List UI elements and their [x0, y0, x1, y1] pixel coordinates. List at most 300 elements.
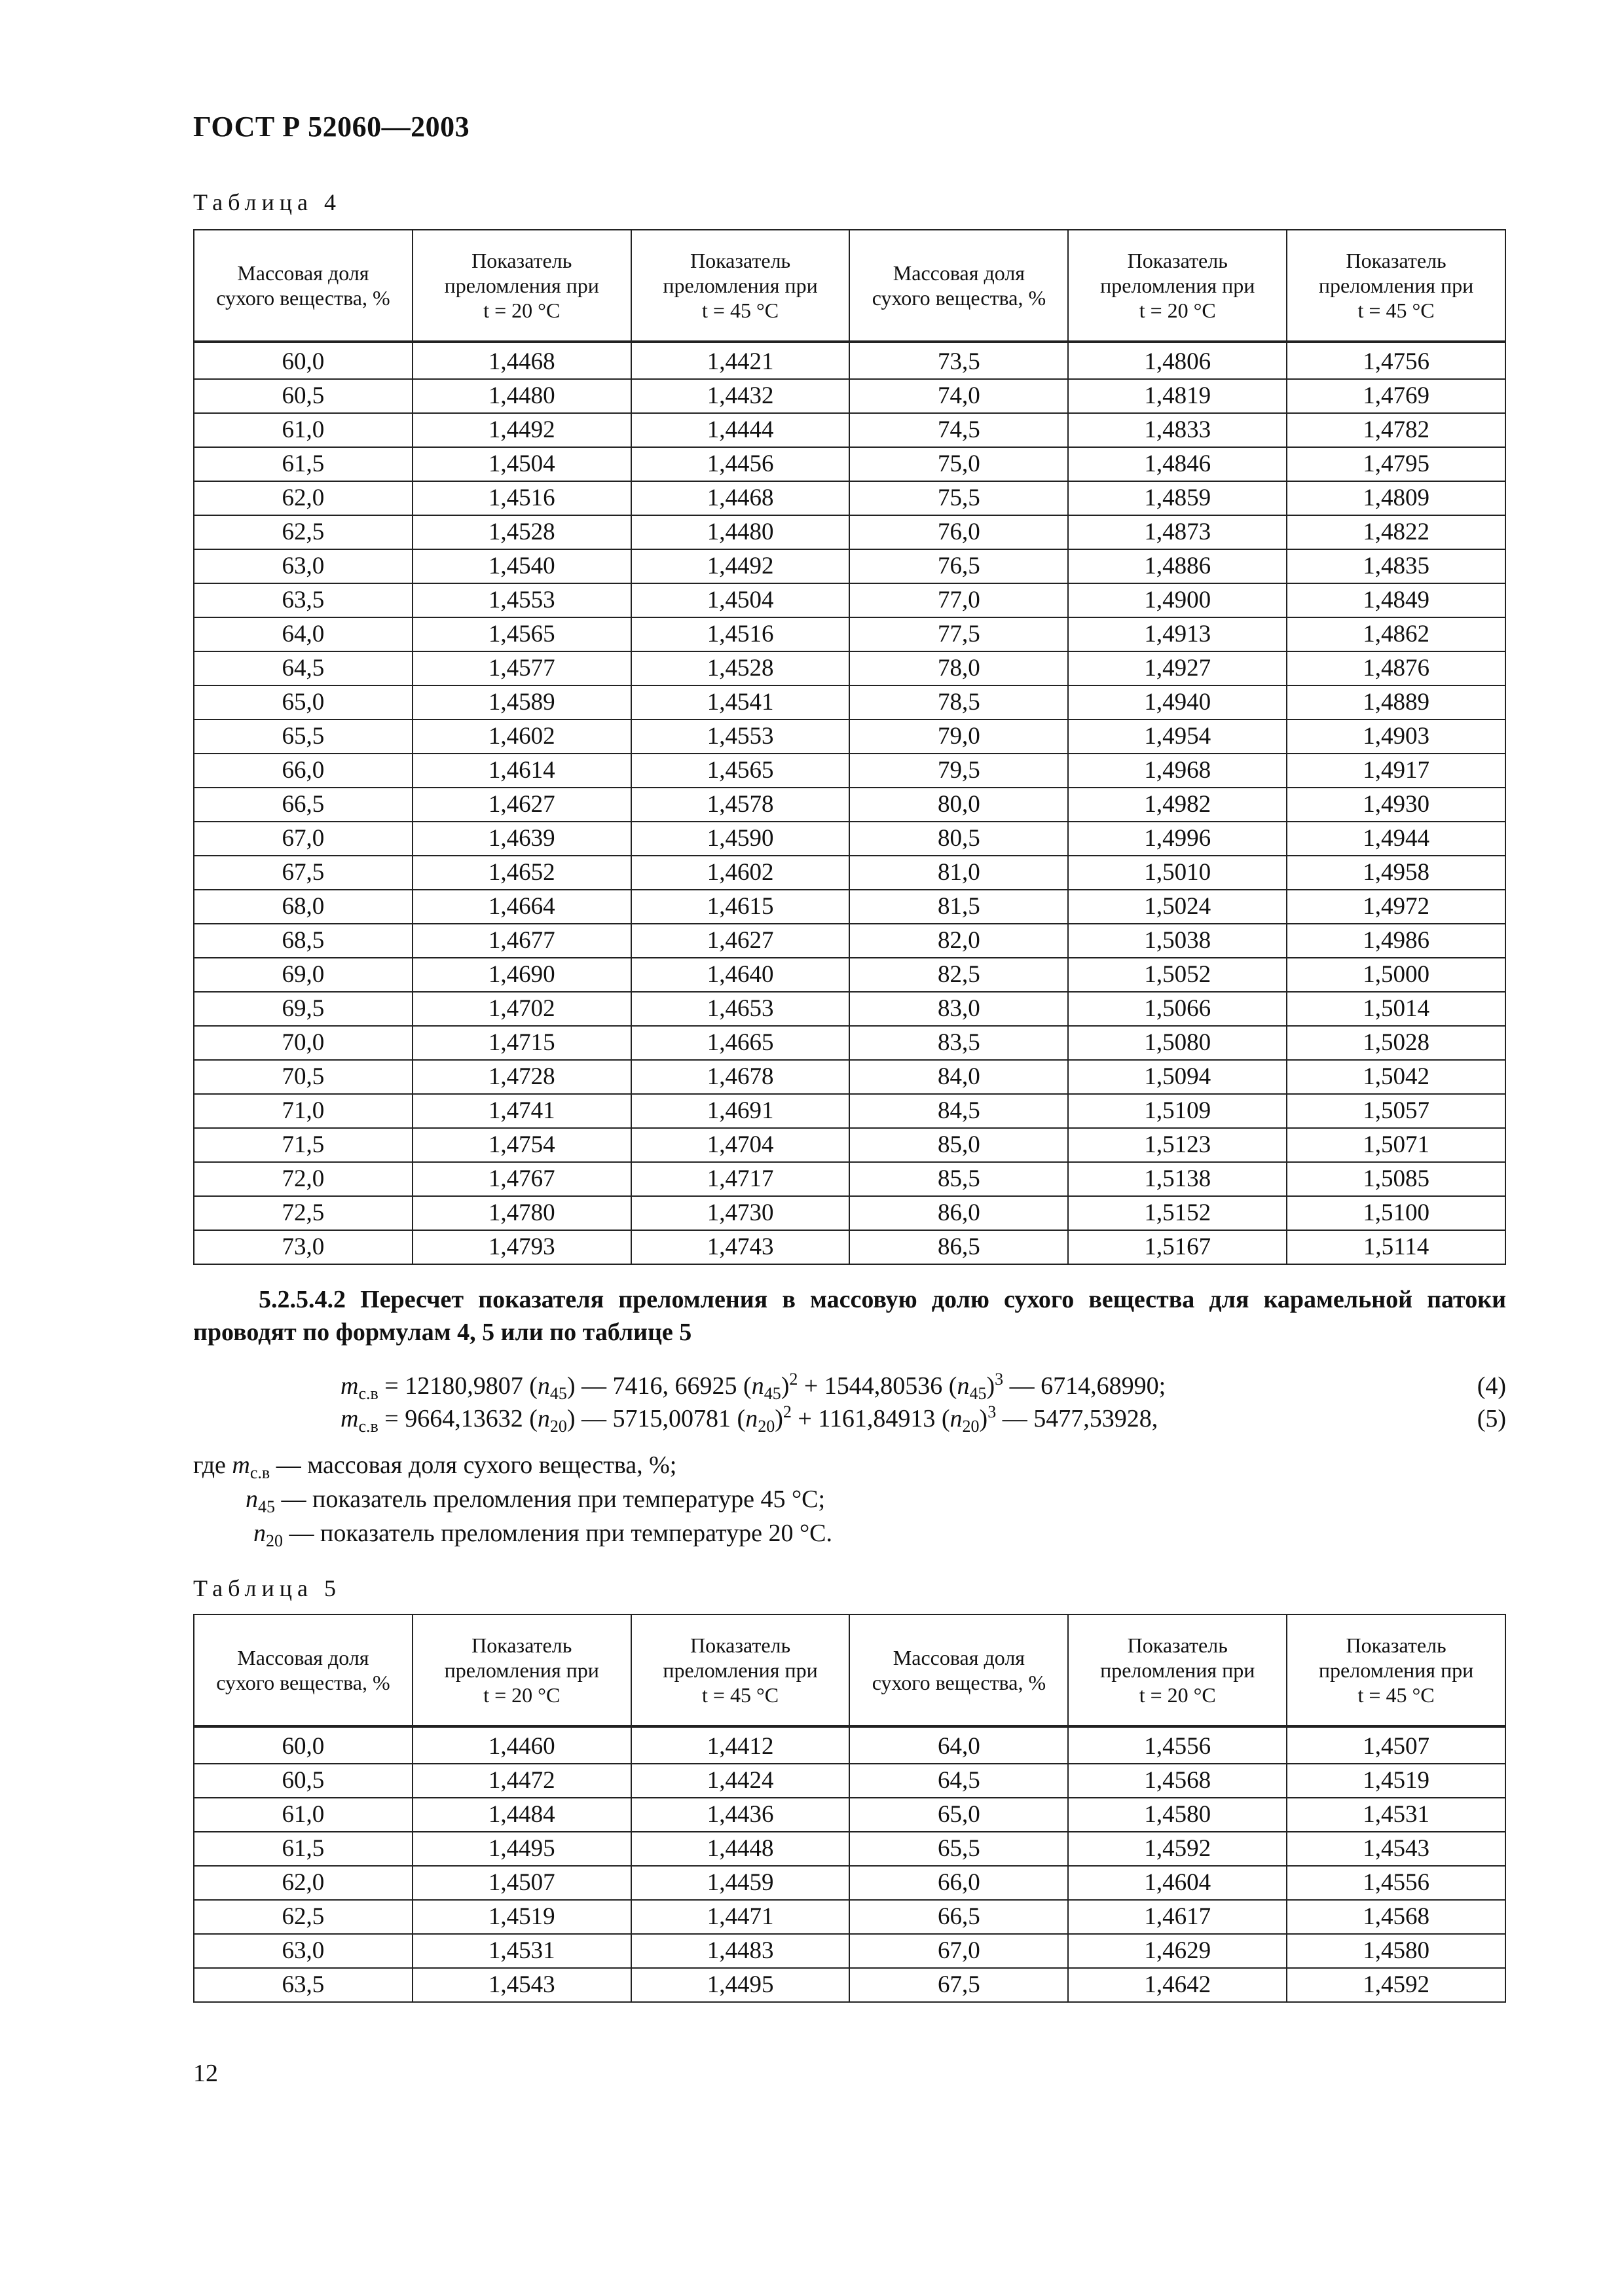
table-cell: 1,4702: [413, 992, 631, 1026]
table-cell: 60,5: [194, 379, 413, 413]
page-number: 12: [193, 2060, 218, 2087]
table-cell: 1,4553: [413, 583, 631, 617]
column-header-line: t = 20 °С: [1139, 1683, 1216, 1707]
table-cell: 1,5057: [1287, 1094, 1505, 1128]
formula-subscript: с.в: [358, 1417, 378, 1436]
table-cell: 1,4954: [1068, 720, 1287, 754]
table-cell: 1,4996: [1068, 822, 1287, 856]
table-cell: 67,5: [849, 1968, 1068, 2002]
column-header-line: преломления при: [1100, 274, 1255, 297]
table-row: [194, 856, 1505, 890]
formula-symbol: n: [745, 1405, 758, 1432]
table-cell: 63,5: [194, 1968, 413, 2002]
formula-symbol: n: [957, 1372, 970, 1400]
formula-5: [341, 1402, 1506, 1435]
table-row: [194, 1866, 1505, 1900]
table-cell: 1,4846: [1068, 447, 1287, 481]
column-header-line: t = 45 °С: [702, 299, 779, 322]
section-paragraph: 5.2.5.4.2 Пересчет показателя преломления в массовую долю сухого вещества для карамельной патоки проводят по формулам 4, 5 или по таблице 5: [193, 1286, 1506, 1346]
formula-subscript: 45: [549, 1384, 567, 1403]
column-header: [194, 230, 413, 342]
table-cell: 1,4986: [1287, 924, 1505, 958]
table-cell: 85,0: [849, 1128, 1068, 1162]
column-header-line: Массовая доля: [893, 261, 1025, 285]
formula-power: 2: [783, 1402, 792, 1421]
table-cell: 1,4982: [1068, 788, 1287, 822]
table-cell: 1,4504: [413, 447, 631, 481]
table-cell: 69,0: [194, 958, 413, 992]
column-header-line: сухого вещества, %: [216, 286, 390, 310]
table-cell: 1,5080: [1068, 1026, 1287, 1060]
table-cell: 1,5167: [1068, 1230, 1287, 1264]
table-row: [194, 447, 1505, 481]
table-row: [194, 413, 1505, 447]
table-cell: 1,4930: [1287, 788, 1505, 822]
table-cell: 76,5: [849, 549, 1068, 583]
column-header-line: t = 20 °С: [1139, 299, 1216, 322]
table-cell: 1,4432: [631, 379, 850, 413]
table-row: [194, 924, 1505, 958]
table-cell: 1,4717: [631, 1162, 850, 1196]
legend-list: [193, 1448, 832, 1550]
column-header: [631, 230, 850, 342]
column-header-line: Показатель: [471, 1633, 572, 1657]
table-cell: 1,4819: [1068, 379, 1287, 413]
table-cell: 1,4793: [413, 1230, 631, 1264]
table-row: [194, 1094, 1505, 1128]
table-cell: 61,0: [194, 413, 413, 447]
table-cell: 1,4592: [1068, 1832, 1287, 1866]
table-cell: 1,5000: [1287, 958, 1505, 992]
table-row: [194, 515, 1505, 549]
table-row: [194, 583, 1505, 617]
table-4-caption: Таблица 4: [193, 189, 341, 215]
table-cell: 86,5: [849, 1230, 1068, 1264]
table-cell: 1,4704: [631, 1128, 850, 1162]
formula-power: 3: [987, 1402, 997, 1421]
table-cell: 65,0: [194, 685, 413, 720]
table-cell: 1,4460: [413, 1726, 631, 1764]
table-cell: 1,4516: [413, 481, 631, 515]
table-row: [194, 754, 1505, 788]
table-cell: 1,4754: [413, 1128, 631, 1162]
formula-symbol: m: [341, 1405, 359, 1432]
legend-item: [193, 1448, 832, 1482]
formula-power: 3: [995, 1370, 1004, 1389]
table-cell: 86,0: [849, 1196, 1068, 1230]
table-cell: 1,5028: [1287, 1026, 1505, 1060]
formula-subscript: 20: [549, 1417, 567, 1436]
table-cell: 72,5: [194, 1196, 413, 1230]
table-cell: 1,4507: [1287, 1726, 1505, 1764]
table-cell: 79,5: [849, 754, 1068, 788]
table-cell: 1,4577: [413, 651, 631, 685]
table-row: [194, 822, 1505, 856]
table-cell: 67,0: [194, 822, 413, 856]
column-header: [413, 230, 631, 342]
formula-4: [341, 1370, 1506, 1402]
table-cell: 1,4927: [1068, 651, 1287, 685]
table-cell: 66,0: [194, 754, 413, 788]
table-cell: 84,0: [849, 1060, 1068, 1094]
table-cell: 1,4578: [631, 788, 850, 822]
table-row: [194, 1162, 1505, 1196]
table-cell: 1,4782: [1287, 413, 1505, 447]
column-header: [849, 1614, 1068, 1726]
table-cell: 1,4958: [1287, 856, 1505, 890]
table-cell: 1,4627: [413, 788, 631, 822]
legend-symbol: n: [253, 1520, 266, 1547]
column-header-line: преломления при: [444, 1658, 599, 1682]
table-cell: 1,4652: [413, 856, 631, 890]
table-cell: 1,4940: [1068, 685, 1287, 720]
table-cell: 1,4715: [413, 1026, 631, 1060]
column-header-line: Показатель: [690, 1633, 791, 1657]
column-header-line: Показатель: [471, 249, 572, 272]
column-header-line: сухого вещества, %: [872, 286, 1046, 310]
table-cell: 1,5024: [1068, 890, 1287, 924]
table-cell: 1,4590: [631, 822, 850, 856]
column-header-line: Показатель: [1346, 1633, 1447, 1657]
legend-symbol: m: [232, 1451, 250, 1479]
table-cell: 1,4889: [1287, 685, 1505, 720]
table-cell: 1,4483: [631, 1934, 850, 1968]
table-cell: 1,5071: [1287, 1128, 1505, 1162]
table-cell: 1,4756: [1287, 342, 1505, 379]
table-cell: 1,5010: [1068, 856, 1287, 890]
table-row: [194, 1196, 1505, 1230]
table-cell: 1,4886: [1068, 549, 1287, 583]
column-header-line: t = 45 °С: [1357, 1683, 1435, 1707]
table-cell: 1,4900: [1068, 583, 1287, 617]
table-row: [194, 379, 1505, 413]
table-cell: 1,4903: [1287, 720, 1505, 754]
table-cell: 80,5: [849, 822, 1068, 856]
column-header: [631, 1614, 850, 1726]
column-header-line: t = 20 °С: [483, 1683, 561, 1707]
formula-text: + 1544,80536 (: [798, 1372, 957, 1400]
table-5: [193, 1614, 1506, 2003]
table-row: [194, 890, 1505, 924]
formula-subscript: 45: [764, 1384, 781, 1403]
table-cell: 1,4495: [631, 1968, 850, 2002]
table-cell: 81,5: [849, 890, 1068, 924]
formula-text: + 1161,84913 (: [791, 1405, 950, 1432]
table-cell: 1,4568: [1068, 1764, 1287, 1798]
table-cell: 1,4653: [631, 992, 850, 1026]
table-cell: 1,5052: [1068, 958, 1287, 992]
table-row: [194, 1128, 1505, 1162]
legend-item: [193, 1482, 832, 1516]
table-cell: 1,4917: [1287, 754, 1505, 788]
table-cell: 1,4541: [631, 685, 850, 720]
column-header-line: преломления при: [1318, 1658, 1474, 1682]
table-cell: 70,5: [194, 1060, 413, 1094]
table-cell: 82,5: [849, 958, 1068, 992]
table-cell: 1,4553: [631, 720, 850, 754]
table-row: [194, 1230, 1505, 1264]
table-cell: 74,0: [849, 379, 1068, 413]
table-row: [194, 1798, 1505, 1832]
table-cell: 79,0: [849, 720, 1068, 754]
table-cell: 1,4678: [631, 1060, 850, 1094]
formula-text: ): [986, 1372, 995, 1400]
table-cell: 1,4589: [413, 685, 631, 720]
formula-symbol: m: [341, 1372, 359, 1400]
table-cell: 1,5042: [1287, 1060, 1505, 1094]
table-cell: 1,4849: [1287, 583, 1505, 617]
table-cell: 1,4556: [1287, 1866, 1505, 1900]
table-cell: 1,5085: [1287, 1162, 1505, 1196]
table-cell: 1,4809: [1287, 481, 1505, 515]
table-cell: 1,4730: [631, 1196, 850, 1230]
formula-text: ): [775, 1405, 783, 1432]
formula-number: (5): [1477, 1405, 1506, 1432]
table-cell: 1,4743: [631, 1230, 850, 1264]
table-row: [194, 685, 1505, 720]
table-cell: 1,4728: [413, 1060, 631, 1094]
table-cell: 1,5066: [1068, 992, 1287, 1026]
table-cell: 1,4972: [1287, 890, 1505, 924]
table-cell: 1,4822: [1287, 515, 1505, 549]
formula-number: (4): [1477, 1372, 1506, 1400]
table-cell: 67,0: [849, 1934, 1068, 1968]
table-cell: 60,0: [194, 342, 413, 379]
table-cell: 64,5: [849, 1764, 1068, 1798]
table-cell: 1,4664: [413, 890, 631, 924]
table-row: [194, 1934, 1505, 1968]
table-cell: 1,4528: [631, 651, 850, 685]
table-cell: 1,4519: [1287, 1764, 1505, 1798]
table-cell: 1,4795: [1287, 447, 1505, 481]
column-header-line: Массовая доля: [237, 1646, 369, 1669]
table-cell: 81,0: [849, 856, 1068, 890]
table-cell: 1,5109: [1068, 1094, 1287, 1128]
table-cell: 65,0: [849, 1798, 1068, 1832]
table-cell: 73,5: [849, 342, 1068, 379]
table-cell: 61,5: [194, 447, 413, 481]
table-cell: 63,5: [194, 583, 413, 617]
formula-symbol: n: [751, 1372, 764, 1400]
table-cell: 1,4565: [413, 617, 631, 651]
table-cell: 1,5114: [1287, 1230, 1505, 1264]
table-cell: 71,5: [194, 1128, 413, 1162]
table-cell: 1,4615: [631, 890, 850, 924]
table-cell: 1,4691: [631, 1094, 850, 1128]
table-cell: 82,0: [849, 924, 1068, 958]
table-cell: 1,5038: [1068, 924, 1287, 958]
table-cell: 1,4639: [413, 822, 631, 856]
legend-prefix: где: [193, 1451, 232, 1479]
table-cell: 69,5: [194, 992, 413, 1026]
table-cell: 1,4859: [1068, 481, 1287, 515]
table-row: [194, 1764, 1505, 1798]
table-cell: 1,4424: [631, 1764, 850, 1798]
formula-text: = 12180,9807 (: [378, 1372, 538, 1400]
table-cell: 63,0: [194, 1934, 413, 1968]
column-header: [1287, 230, 1505, 342]
table-cell: 83,0: [849, 992, 1068, 1026]
table-cell: 1,5014: [1287, 992, 1505, 1026]
column-header-line: Массовая доля: [893, 1646, 1025, 1669]
table-cell: 1,4741: [413, 1094, 631, 1128]
formula-text: — 5477,53928,: [996, 1405, 1158, 1432]
table-cell: 1,4543: [413, 1968, 631, 2002]
column-header-line: преломления при: [444, 274, 599, 297]
formula-symbol: n: [949, 1405, 963, 1432]
table-cell: 63,0: [194, 549, 413, 583]
table-cell: 75,5: [849, 481, 1068, 515]
table-cell: 1,4604: [1068, 1866, 1287, 1900]
legend-text: — показатель преломления при температуре 45 °С;: [275, 1485, 826, 1513]
table-cell: 1,4769: [1287, 379, 1505, 413]
table-cell: 1,4528: [413, 515, 631, 549]
table-cell: 1,4592: [1287, 1968, 1505, 2002]
table-header-row: [194, 1614, 1505, 1726]
table-cell: 1,4602: [413, 720, 631, 754]
table-cell: 1,4580: [1287, 1934, 1505, 1968]
table-cell: 78,5: [849, 685, 1068, 720]
column-header: [1068, 230, 1287, 342]
table-row: [194, 549, 1505, 583]
table-cell: 60,5: [194, 1764, 413, 1798]
table-cell: 1,4580: [1068, 1798, 1287, 1832]
table-row: [194, 1832, 1505, 1866]
formula-subscript: 45: [969, 1384, 987, 1403]
table-cell: 1,4677: [413, 924, 631, 958]
column-header-line: сухого вещества, %: [216, 1671, 390, 1694]
table-cell: 66,0: [849, 1866, 1068, 1900]
table-cell: 60,0: [194, 1726, 413, 1764]
legend-subscript: 20: [266, 1531, 283, 1550]
table-row: [194, 342, 1505, 379]
table-cell: 1,4471: [631, 1900, 850, 1934]
table-row: [194, 481, 1505, 515]
table-cell: 1,4448: [631, 1832, 850, 1866]
table-cell: 1,5100: [1287, 1196, 1505, 1230]
table-cell: 1,4456: [631, 447, 850, 481]
table-cell: 72,0: [194, 1162, 413, 1196]
table-cell: 78,0: [849, 651, 1068, 685]
table-row: [194, 1968, 1505, 2002]
column-header-line: преломления при: [1318, 274, 1474, 297]
table-cell: 1,5094: [1068, 1060, 1287, 1094]
table-row: [194, 958, 1505, 992]
table-cell: 1,4835: [1287, 549, 1505, 583]
table-cell: 1,4944: [1287, 822, 1505, 856]
table-cell: 68,0: [194, 890, 413, 924]
table-cell: 1,4516: [631, 617, 850, 651]
table-row: [194, 992, 1505, 1026]
table-cell: 1,4492: [631, 549, 850, 583]
table-cell: 1,4436: [631, 1798, 850, 1832]
table-cell: 1,4862: [1287, 617, 1505, 651]
column-header: [1068, 1614, 1287, 1726]
table-cell: 1,4806: [1068, 342, 1287, 379]
table-cell: 1,4833: [1068, 413, 1287, 447]
table-cell: 1,4540: [413, 549, 631, 583]
formula-text: ): [781, 1372, 790, 1400]
legend-subscript: 45: [258, 1497, 275, 1516]
formula-symbol: n: [537, 1372, 550, 1400]
column-header-line: Показатель: [1127, 1633, 1228, 1657]
table-cell: 84,5: [849, 1094, 1068, 1128]
column-header-line: преломления при: [663, 274, 818, 297]
table-cell: 1,4444: [631, 413, 850, 447]
table-cell: 1,4468: [631, 481, 850, 515]
formula-symbol: n: [537, 1405, 550, 1432]
table-cell: 71,0: [194, 1094, 413, 1128]
table-cell: 1,4565: [631, 754, 850, 788]
table-cell: 1,4629: [1068, 1934, 1287, 1968]
table-cell: 1,4640: [631, 958, 850, 992]
column-header: [413, 1614, 631, 1726]
formula-subscript: 20: [962, 1417, 980, 1436]
table-cell: 74,5: [849, 413, 1068, 447]
formula-text: ) — 7416, 66925 (: [566, 1372, 752, 1400]
table-cell: 1,4495: [413, 1832, 631, 1866]
table-row: [194, 1900, 1505, 1934]
table-row: [194, 617, 1505, 651]
column-header: [849, 230, 1068, 342]
table-5-caption: Таблица 5: [193, 1575, 341, 1601]
formula-text: ): [979, 1405, 988, 1432]
column-header-line: преломления при: [663, 1658, 818, 1682]
table-cell: 1,4468: [413, 342, 631, 379]
table-cell: 68,5: [194, 924, 413, 958]
table-cell: 61,0: [194, 1798, 413, 1832]
table-cell: 1,4614: [413, 754, 631, 788]
table-cell: 1,4913: [1068, 617, 1287, 651]
table-cell: 1,4492: [413, 413, 631, 447]
table-cell: 1,4568: [1287, 1900, 1505, 1934]
table-cell: 83,5: [849, 1026, 1068, 1060]
formula-power: 2: [789, 1370, 798, 1389]
table-cell: 1,4767: [413, 1162, 631, 1196]
table-cell: 1,4665: [631, 1026, 850, 1060]
table-cell: 1,4556: [1068, 1726, 1287, 1764]
table-cell: 1,4421: [631, 342, 850, 379]
document-header: ГОСТ Р 52060—2003: [193, 111, 470, 143]
formula-text: = 9664,13632 (: [378, 1405, 538, 1432]
column-header-line: сухого вещества, %: [872, 1671, 1046, 1694]
table-cell: 1,5138: [1068, 1162, 1287, 1196]
table-cell: 85,5: [849, 1162, 1068, 1196]
column-header-line: t = 20 °С: [483, 299, 561, 322]
column-header: [194, 1614, 413, 1726]
table-cell: 1,5152: [1068, 1196, 1287, 1230]
column-header-line: преломления при: [1100, 1658, 1255, 1682]
column-header-line: Показатель: [690, 249, 791, 272]
formula-subscript: 20: [758, 1417, 775, 1436]
table-cell: 65,5: [194, 720, 413, 754]
column-header-line: Показатель: [1127, 249, 1228, 272]
column-header: [1287, 1614, 1505, 1726]
table-cell: 1,5123: [1068, 1128, 1287, 1162]
table-cell: 1,4412: [631, 1726, 850, 1764]
table-cell: 66,5: [194, 788, 413, 822]
legend-item: [193, 1516, 832, 1550]
table-cell: 67,5: [194, 856, 413, 890]
table-cell: 1,4627: [631, 924, 850, 958]
table-cell: 1,4531: [1287, 1798, 1505, 1832]
table-cell: 61,5: [194, 1832, 413, 1866]
table-cell: 62,5: [194, 1900, 413, 1934]
table-cell: 64,5: [194, 651, 413, 685]
table-cell: 1,4480: [413, 379, 631, 413]
formula-text: ) — 5715,00781 (: [566, 1405, 746, 1432]
table-cell: 1,4617: [1068, 1900, 1287, 1934]
